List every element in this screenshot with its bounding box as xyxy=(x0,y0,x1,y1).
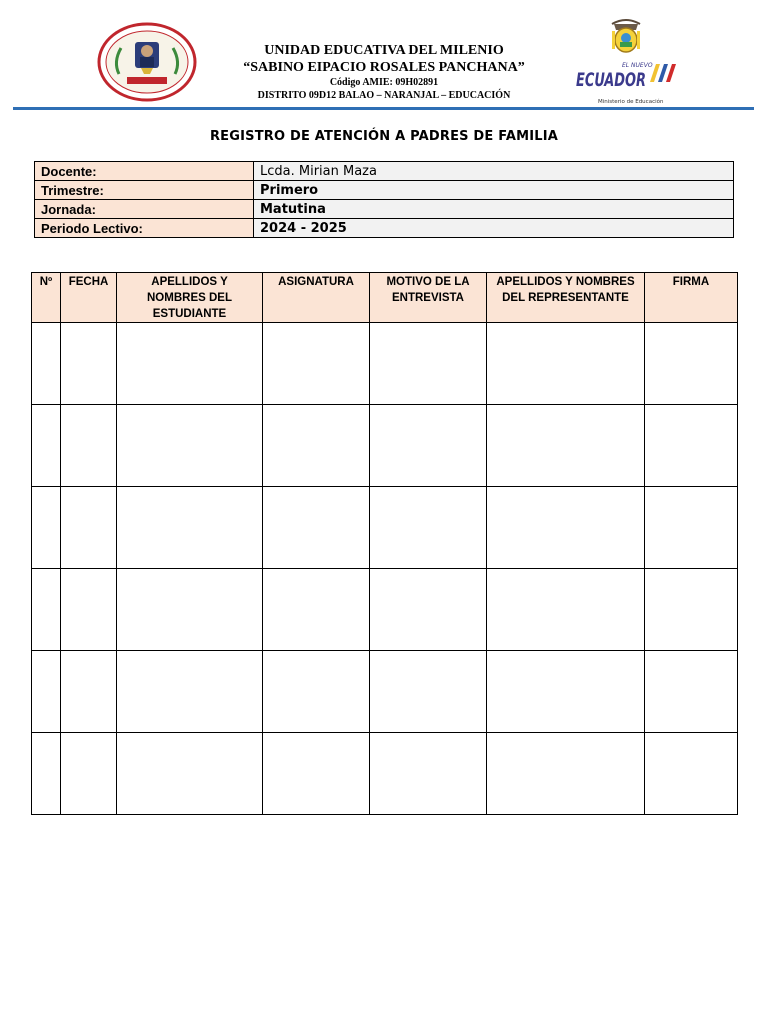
representative-name-cell[interactable] xyxy=(487,651,645,733)
column-header-subject: ASIGNATURA xyxy=(263,273,370,323)
column-header-date: FECHA xyxy=(61,273,117,323)
representative-name-cell[interactable] xyxy=(487,323,645,405)
register-body xyxy=(32,323,738,815)
student-name-cell[interactable] xyxy=(117,405,263,487)
subject-cell[interactable] xyxy=(263,651,370,733)
jornada-label: Jornada: xyxy=(35,200,254,219)
signature-cell[interactable] xyxy=(645,569,738,651)
school-header xyxy=(200,42,568,102)
amie-code: Código AMIE: 09H02891 xyxy=(329,77,439,88)
column-header-representative-name: APELLIDOS Y NOMBRES DEL REPRESENTANTE xyxy=(487,273,645,323)
signature-cell[interactable] xyxy=(645,733,738,815)
svg-text:ECUADOR: ECUADOR xyxy=(576,69,646,91)
register-row xyxy=(32,405,738,487)
register-row xyxy=(32,323,738,405)
number-cell[interactable] xyxy=(32,323,61,405)
column-header-number: Nº xyxy=(32,273,61,323)
docente-label: Docente: xyxy=(35,162,254,181)
register-row xyxy=(32,651,738,733)
number-cell[interactable] xyxy=(32,487,61,569)
interview-reason-cell[interactable] xyxy=(370,487,487,569)
representative-name-cell[interactable] xyxy=(487,733,645,815)
number-cell[interactable] xyxy=(32,651,61,733)
signature-cell[interactable] xyxy=(645,487,738,569)
date-cell[interactable] xyxy=(61,405,117,487)
docente-value: Lcda. Mirian Maza xyxy=(254,162,734,181)
info-row-trimestre xyxy=(35,181,734,200)
subject-cell[interactable] xyxy=(263,405,370,487)
student-name-cell[interactable] xyxy=(117,733,263,815)
header-divider xyxy=(13,107,754,110)
column-header-student-name: APELLIDOS Y NOMBRES DEL ESTUDIANTE xyxy=(117,273,263,323)
representative-name-cell[interactable] xyxy=(487,569,645,651)
document-title: REGISTRO DE ATENCIÓN A PADRES DE FAMILIA xyxy=(209,129,559,144)
ecuador-ministry-logo xyxy=(570,16,682,108)
teacher-info-table xyxy=(34,161,734,238)
school-name-line2: “SABINO EIPACIO ROSALES PANCHANA” xyxy=(243,60,525,75)
district-line: DISTRITO 09D12 BALAO – NARANJAL – EDUCACIÓN xyxy=(257,90,511,101)
register-header-row xyxy=(32,273,738,323)
svg-text:EL NUEVO: EL NUEVO xyxy=(622,62,653,69)
periodo-value: 2024 - 2025 xyxy=(254,219,734,238)
number-cell[interactable] xyxy=(32,405,61,487)
interview-reason-cell[interactable] xyxy=(370,405,487,487)
date-cell[interactable] xyxy=(61,651,117,733)
info-row-periodo xyxy=(35,219,734,238)
interview-reason-cell[interactable] xyxy=(370,323,487,405)
interview-reason-cell[interactable] xyxy=(370,733,487,815)
representative-name-cell[interactable] xyxy=(487,487,645,569)
student-name-cell[interactable] xyxy=(117,569,263,651)
trimestre-value: Primero xyxy=(254,181,734,200)
school-seal-logo xyxy=(97,22,197,102)
subject-cell[interactable] xyxy=(263,733,370,815)
school-name-line1: UNIDAD EDUCATIVA DEL MILENIO xyxy=(264,43,504,58)
date-cell[interactable] xyxy=(61,733,117,815)
subject-cell[interactable] xyxy=(263,569,370,651)
representative-name-cell[interactable] xyxy=(487,405,645,487)
register-row xyxy=(32,569,738,651)
info-row-docente xyxy=(35,162,734,181)
subject-cell[interactable] xyxy=(263,323,370,405)
column-header-signature: FIRMA xyxy=(645,273,738,323)
date-cell[interactable] xyxy=(61,487,117,569)
date-cell[interactable] xyxy=(61,323,117,405)
student-name-cell[interactable] xyxy=(117,323,263,405)
subject-cell[interactable] xyxy=(263,487,370,569)
signature-cell[interactable] xyxy=(645,323,738,405)
number-cell[interactable] xyxy=(32,733,61,815)
date-cell[interactable] xyxy=(61,569,117,651)
jornada-value: Matutina xyxy=(254,200,734,219)
interview-reason-cell[interactable] xyxy=(370,651,487,733)
periodo-label: Periodo Lectivo: xyxy=(35,219,254,238)
svg-text:Ministerio de Educación: Ministerio de Educación xyxy=(598,99,664,105)
info-row-jornada xyxy=(35,200,734,219)
signature-cell[interactable] xyxy=(645,651,738,733)
trimestre-label: Trimestre: xyxy=(35,181,254,200)
interview-reason-cell[interactable] xyxy=(370,569,487,651)
column-header-interview-reason: MOTIVO DE LA ENTREVISTA xyxy=(370,273,487,323)
student-name-cell[interactable] xyxy=(117,651,263,733)
register-row xyxy=(32,487,738,569)
register-row xyxy=(32,733,738,815)
signature-cell[interactable] xyxy=(645,405,738,487)
student-name-cell[interactable] xyxy=(117,487,263,569)
number-cell[interactable] xyxy=(32,569,61,651)
parent-attention-register-table xyxy=(31,272,738,815)
